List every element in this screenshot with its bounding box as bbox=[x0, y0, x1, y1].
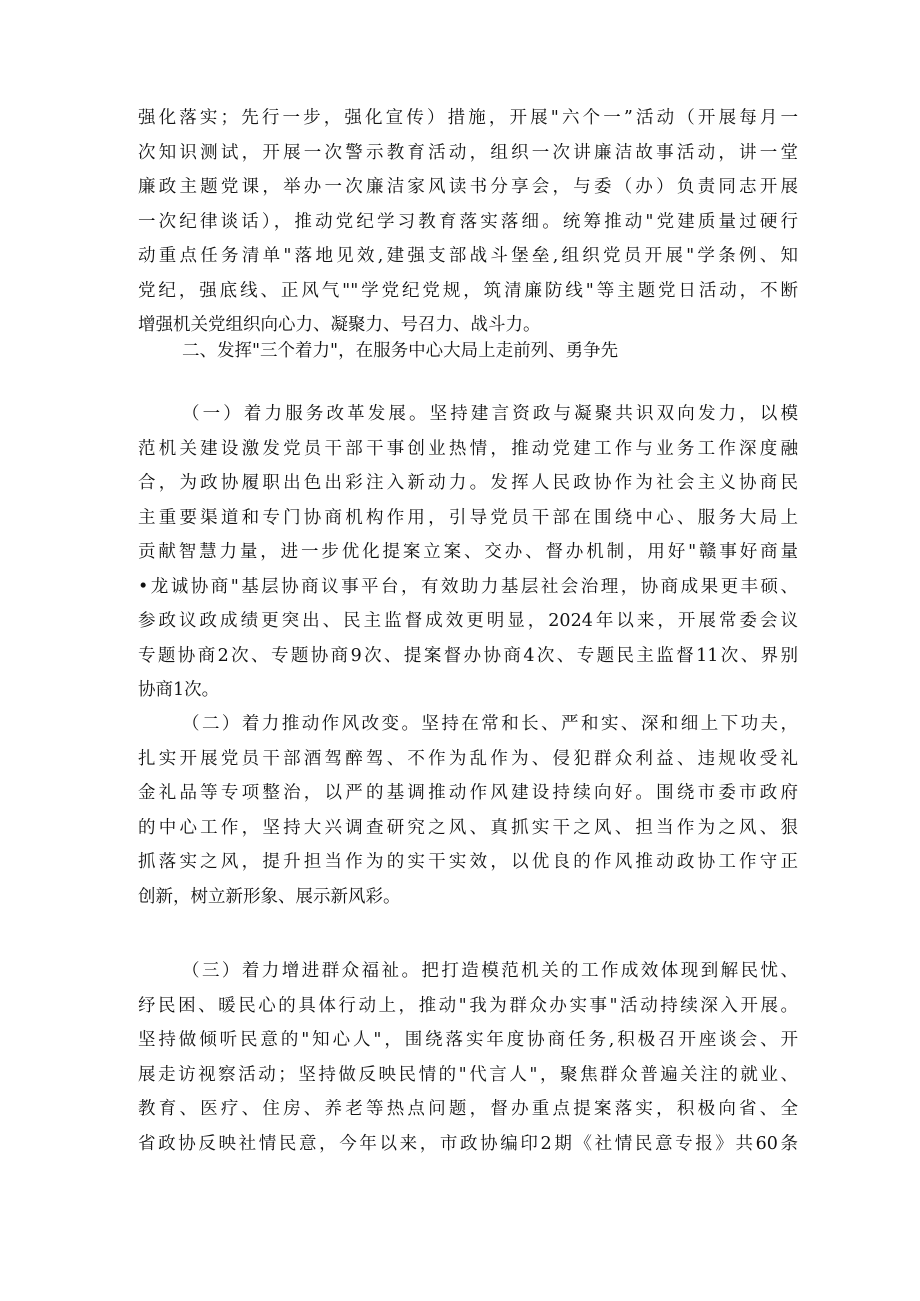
text-line: （一）着力服务改革发展。坚持建言资政与凝聚共识双向发力，以模 bbox=[182, 404, 798, 424]
text-line: 动重点任务清单"落地见效,建强支部战斗堡垒,组织党员开展"学条例、知 bbox=[138, 246, 798, 266]
paragraph-public-welfare bbox=[138, 954, 798, 1161]
text-line: 主重要渠道和专门协商机构作用，引导党员干部在围绕中心、服务大局上 bbox=[138, 507, 798, 528]
text-line: 抓落实之风，提升担当作为的实干实效，以优良的作风推动政协工作守正 bbox=[138, 852, 798, 872]
text-line: 增强机关党组织向心力、凝聚力、号召力、战斗力。 bbox=[138, 315, 541, 335]
text-line: •龙诚协商"基层协商议事平台，有效助力基层社会治理，协商成果更丰硕、 bbox=[138, 576, 798, 597]
text-line: 范机关建设激发党员干部干事创业热情，推动党建工作与业务工作深度融 bbox=[138, 438, 798, 459]
text-line: 参政议政成绩更突出、民主监督成效更明显，2024年以来，开展常委会议 bbox=[138, 611, 798, 631]
section-heading: 二、发挥"三个着力"，在服务中心大局上走前列、勇争先 bbox=[182, 341, 619, 361]
text-line: 展走访视察活动；坚持做反映民情的"代言人"，聚焦群众普遍关注的就业、 bbox=[138, 1064, 798, 1085]
paragraph-service-reform bbox=[138, 397, 798, 708]
text-line: 强化落实；先行一步，强化宣传）措施，开展"六个一”活动（开展每月一 bbox=[138, 108, 798, 128]
text-line: 专题协商2次、专题协商9次、提案督办协商4次、专题民主监督11次、界别 bbox=[138, 645, 798, 666]
text-line: 坚持做倾听民意的"知心人"，围绕落实年度协商任务,积极召开座谈会、开 bbox=[138, 1030, 798, 1050]
text-line: 金礼品等专项整治，以严的基调推动作风建设持续向好。围绕市委市政府 bbox=[138, 783, 798, 803]
text-line: 一次纪律谈话），推动党纪学习教育落实落细。统筹推动"党建质量过硬行 bbox=[138, 211, 798, 232]
text-line: 的中心工作，坚持大兴调查研究之风、真抓实干之风、担当作为之风、狠 bbox=[138, 817, 798, 838]
text-line: 贡献智慧力量，进一步优化提案立案、交办、督办机制，用好"赣事好商量 bbox=[138, 542, 798, 562]
text-line: （三）着力增进群众福祉。把打造模范机关的工作成效体现到解民忧、 bbox=[182, 961, 798, 981]
text-line: 次知识测试，开展一次警示教育活动，组织一次讲廉洁故事活动，讲一堂 bbox=[138, 142, 798, 163]
text-line: 党纪，强底线、正风气""学党纪党规，筑清廉防线"等主题党日活动，不断 bbox=[138, 280, 798, 301]
text-line: 创新，树立新形象、展示新风彩。 bbox=[138, 886, 401, 907]
text-line: 廉政主题党课，举办一次廉洁家风读书分享会，与委（办）负责同志开展 bbox=[138, 177, 798, 197]
text-line: 扎实开展党员干部酒驾醉驾、不作为乱作为、侵犯群众利益、违规收受礼 bbox=[138, 748, 798, 769]
text-line: 省政协反映社情民意，今年以来，市政协编印2期《社情民意专报》共60条 bbox=[138, 1133, 798, 1154]
text-line: （二）着力推动作风改变。坚持在常和长、严和实、深和细上下功夫， bbox=[182, 714, 798, 734]
paragraph-intro bbox=[138, 101, 798, 343]
text-line: 纾民困、暖民心的具体行动上，推动"我为群众办实事"活动持续深入开展。 bbox=[138, 995, 798, 1016]
paragraph-work-style bbox=[138, 707, 798, 914]
text-line: 合，为政协履职出色出彩注入新动力。发挥人民政协作为社会主义协商民 bbox=[138, 473, 798, 493]
text-line: 教育、医疗、住房、养老等热点问题，督办重点提案落实，积极向省、全 bbox=[138, 1099, 798, 1119]
text-line: 协商1次。 bbox=[138, 680, 220, 700]
